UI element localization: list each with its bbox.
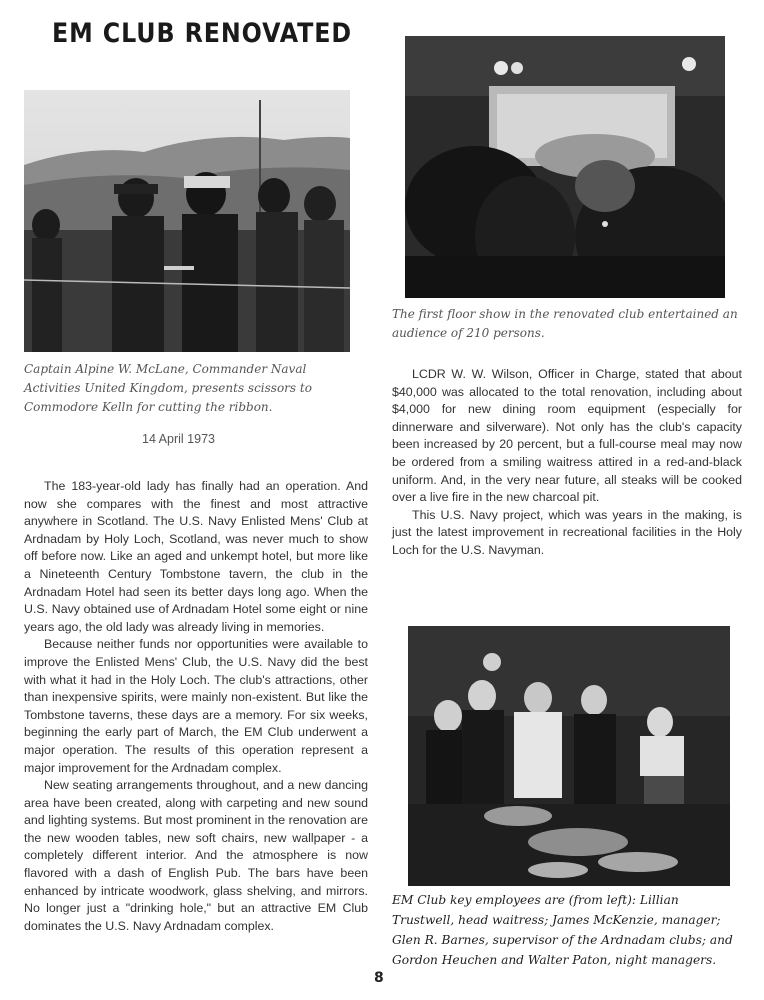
staff-photo (408, 626, 730, 886)
article-paragraph: LCDR W. W. Wilson, Officer in Charge, stated that about $40,000 was allocated to the total renovation, including about $4,000 for new dining room equipment (especially for dinnerware and silverware). Not only has the club's capacity been increased by 20 percent, but a full-course meal may now be ordered from a smiling waitress attired in a red-and-black uniform. And, in the very near future, all steaks will be cooked over a live fire in the new charcoal pit. (392, 367, 742, 505)
article-paragraph: This U.S. Navy project, which was years in the making, is just the latest improvement in recreational facilities in the Holy Loch for the U.S. Navyman. (392, 507, 742, 557)
ribbon-cutting-photo (24, 90, 350, 352)
article-right-column (392, 366, 742, 560)
article-paragraph: Because neither funds nor opportunities were available to improve the Enlisted Mens' Club, the U.S. Navy did the best with what it had in the Holy Loch. The club's attractions, other than inexpensive spirits, were mainly non-existent. But like the Tombstone taverns, these days are a memory. For six weeks, beginning the early part of March, the EM Club underwent a major operation. The results of this operation represent a major improvement for the Ardnadam complex. (24, 637, 368, 775)
article-paragraph: The 183-year-old lady has finally had an operation. And now she compares with the finest and most attractive anywhere in Scotland. The U.S. Navy Enlisted Mens' Club at Ardnadam by Holy Loch, Scotland, was never much to show off before now. Like an aged and unkempt hotel, but more like a Nineteenth Century Tombstone tavern, the club in the Ardnadam Hotel had seen its better days long ago. When the U.S. Navy obtained use of Ardnadam Hotel some eight or nine years ago, the old lady was already living in memories. (24, 479, 368, 634)
staff-photo-caption: EM Club key employees are (from left): Lillian Trustwell, head waitress; James McKenzie, manager; Glen R. Barnes, supervisor of the Ardnadam clubs; and Gordon Heuchen and Walter Paton, night managers. (392, 893, 733, 967)
headline: EM CLUB RENOVATED (52, 18, 352, 49)
article-paragraph: New seating arrangements throughout, and a new dancing area have been created, along with carpeting and new sound and lighting systems. But most prominent in the renovation are the new wooden tables, new soft chairs, new wallpaper - a completely different interior. And the atmosphere is now flavored with a dash of English Pub. The bars have been enhanced by intricate woodwork, glass shelving, and mirrors. No longer just a "drinking hole," but an attractive EM Club dominates the U.S. Navy Ardnadam complex. (24, 778, 368, 933)
page-number: 8 (374, 970, 384, 986)
dateline: 14 April 1973 (142, 432, 215, 446)
floor-show-photo (405, 36, 725, 298)
ribbon-photo-caption: Captain Alpine W. McLane, Commander Naval Activities United Kingdom, presents scissors to Commodore Kelln for cutting the ribbon. (24, 362, 312, 414)
floor-show-photo-caption: The first floor show in the renovated club entertained an audience of 210 persons. (392, 307, 738, 340)
article-left-column (24, 478, 368, 935)
